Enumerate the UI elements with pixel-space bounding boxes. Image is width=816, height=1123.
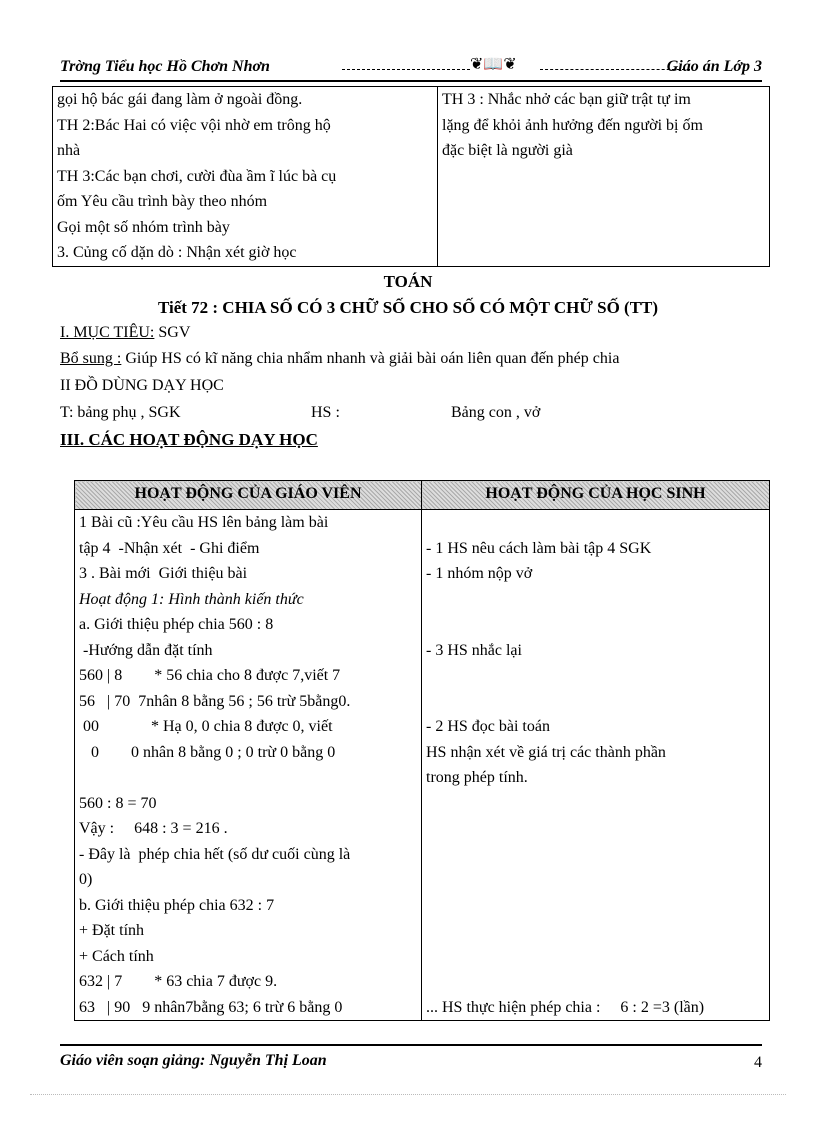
supplement-value: Giúp HS có kĩ năng chia nhẩm nhanh và giải bài oán liên quan đến phép chia	[125, 350, 620, 367]
footer-rule	[60, 1044, 762, 1046]
student-activity-cell	[422, 842, 770, 868]
text-line: ốm Yêu cầu trình bày theo nhóm	[57, 193, 268, 210]
table-row	[75, 561, 770, 587]
objective-value: SGV	[158, 324, 191, 341]
student-activity-cell	[422, 791, 770, 817]
teacher-activity-cell: -Hướng dẫn đặt tính	[75, 638, 422, 664]
text-line: gọi hộ bác gái đang làm ở ngoài đồng.	[57, 91, 303, 108]
student-activity-cell: - 2 HS đọc bài toán	[422, 714, 770, 740]
bottom-border	[30, 1094, 786, 1095]
materials-heading: II ĐỒ DÙNG DẠY HỌC	[60, 377, 224, 394]
student-column-header: HOẠT ĐỘNG CỦA HỌC SINH	[422, 481, 770, 510]
teacher-activity-cell: + Cách tính	[75, 944, 422, 970]
table-row	[75, 893, 770, 919]
student-activity-cell	[422, 893, 770, 919]
supplement-label: Bổ sung :	[60, 350, 122, 367]
teacher-activity-cell: - Đây là phép chia hết (số dư cuối cùng là	[75, 842, 422, 868]
table-row	[75, 867, 770, 893]
student-activity-cell	[422, 867, 770, 893]
table-row	[75, 969, 770, 995]
supplement-line	[60, 350, 619, 368]
teacher-column-header: HOẠT ĐỘNG CỦA GIÁO VIÊN	[75, 481, 422, 510]
student-activity-cell: - 1 HS nêu cách làm bài tập 4 SGK	[422, 536, 770, 562]
teacher-activity-cell: 00 * Hạ 0, 0 chia 8 được 0, viết	[75, 714, 422, 740]
table-row	[75, 663, 770, 689]
teacher-activity-cell: 3 . Bài mới Giới thiệu bài	[75, 561, 422, 587]
page-footer	[60, 1044, 762, 1070]
student-activity-cell	[422, 816, 770, 842]
table-row	[75, 765, 770, 791]
student-activity-cell	[422, 663, 770, 689]
table-row	[75, 791, 770, 817]
table-row	[75, 740, 770, 766]
teacher-activity-cell	[75, 765, 422, 791]
teacher-activity-cell: 560 | 8 * 56 chia cho 8 được 7,viết 7	[75, 663, 422, 689]
grade-label: Giáo án Lớp 3	[666, 58, 762, 75]
activities-table	[74, 480, 770, 1021]
table-row	[75, 816, 770, 842]
teacher-activity-cell: 56 | 70 7nhân 8 bằng 56 ; 56 trừ 5bằng0.	[75, 689, 422, 715]
teacher-activity-cell: 1 Bài cũ :Yêu cầu HS lên bảng làm bài	[75, 510, 422, 536]
student-activity-cell	[422, 510, 770, 536]
text-line: TH 3:Các bạn chơi, cười đùa ầm ĩ lúc bà cụ	[57, 167, 337, 185]
table-row	[75, 944, 770, 970]
teacher-activity-cell: 0 0 nhân 8 bằng 0 ; 0 trừ 0 bằng 0	[75, 740, 422, 766]
student-activity-cell	[422, 587, 770, 613]
teacher-activity-cell: b. Giới thiệu phép chia 632 : 7	[75, 893, 422, 919]
student-activity-cell: HS nhận xét về giá trị các thành phần	[422, 740, 770, 766]
teacher-activity-cell: 632 | 7 * 63 chia 7 được 9.	[75, 969, 422, 995]
student-activity-cell: trong phép tính.	[422, 765, 770, 791]
previous-teacher-cell	[53, 87, 438, 267]
previous-lesson-table	[52, 86, 770, 267]
student-materials: Bảng con , vở	[451, 404, 541, 421]
objective-label: I. MỤC TIÊU:	[60, 324, 155, 341]
text-line: lặng để khỏi ảnh hưởng đến người bị ốm	[442, 116, 703, 134]
previous-student-cell	[438, 87, 770, 267]
table-row	[75, 587, 770, 613]
teacher-materials: T: bảng phụ , SGK	[60, 404, 181, 421]
lesson-title: Tiết 72 : CHIA SỐ CÓ 3 CHỮ SỐ CHO SỐ CÓ MỘT CHỮ SỐ (TT)	[157, 298, 659, 317]
activities-heading: III. CÁC HOẠT ĐỘNG DẠY HỌC	[60, 430, 318, 449]
student-materials-label: HS :	[311, 404, 340, 421]
header-dash-left	[342, 69, 470, 70]
teacher-activity-cell: + Đặt tính	[75, 918, 422, 944]
objective-line	[60, 324, 190, 342]
student-activity-cell: - 3 HS nhắc lại	[422, 638, 770, 664]
table-row	[75, 995, 770, 1021]
student-activity-cell: ... HS thực hiện phép chia : 6 : 2 =3 (lần)	[422, 995, 770, 1021]
table-row	[75, 714, 770, 740]
table-row	[75, 510, 770, 536]
table-row	[75, 918, 770, 944]
text-line: TH 3 : Nhắc nhở các bạn giữ trật tự im	[442, 91, 691, 108]
teacher-activity-cell: tập 4 -Nhận xét - Ghi điểm	[75, 536, 422, 562]
teacher-activity-cell: Vậy : 648 : 3 = 216 .	[75, 816, 422, 842]
student-activity-cell	[422, 612, 770, 638]
table-row	[75, 689, 770, 715]
materials-line	[60, 404, 540, 422]
text-line: nhà	[57, 142, 81, 159]
teacher-activity-cell: a. Giới thiệu phép chia 560 : 8	[75, 612, 422, 638]
text-line: 3. Củng cố dặn dò : Nhận xét giờ học	[57, 244, 297, 261]
page-number: 4	[754, 1054, 762, 1071]
student-activity-cell	[422, 689, 770, 715]
student-activity-cell: - 1 nhóm nộp vở	[422, 561, 770, 587]
text-line: đặc biệt là người già	[442, 142, 573, 159]
text-line: TH 2:Bác Hai có việc vội nhờ em trông hộ	[57, 116, 331, 134]
author-line: Giáo viên soạn giảng: Nguyễn Thị Loan	[60, 1052, 327, 1069]
teacher-activity-cell: 560 : 8 = 70	[75, 791, 422, 817]
text-line: Gọi một số nhóm trình bày	[57, 218, 230, 236]
table-row	[75, 612, 770, 638]
student-activity-cell	[422, 918, 770, 944]
subject-title: TOÁN	[383, 272, 433, 291]
book-ornament-icon: ❦📖❦	[470, 56, 517, 73]
table-row	[75, 536, 770, 562]
page-header	[60, 54, 762, 80]
table-row	[75, 842, 770, 868]
teacher-activity-cell: 63 | 90 9 nhân7bằng 63; 6 trừ 6 bằng 0	[75, 995, 422, 1021]
table-row	[75, 638, 770, 664]
student-activity-cell	[422, 969, 770, 995]
student-activity-cell	[422, 944, 770, 970]
header-rule	[60, 80, 762, 82]
teacher-activity-cell: Hoạt động 1: Hình thành kiến thức	[75, 587, 422, 613]
school-name: Trờng Tiểu học Hồ Chơn Nhơn	[60, 58, 270, 75]
teacher-activity-cell: 0)	[75, 867, 422, 893]
